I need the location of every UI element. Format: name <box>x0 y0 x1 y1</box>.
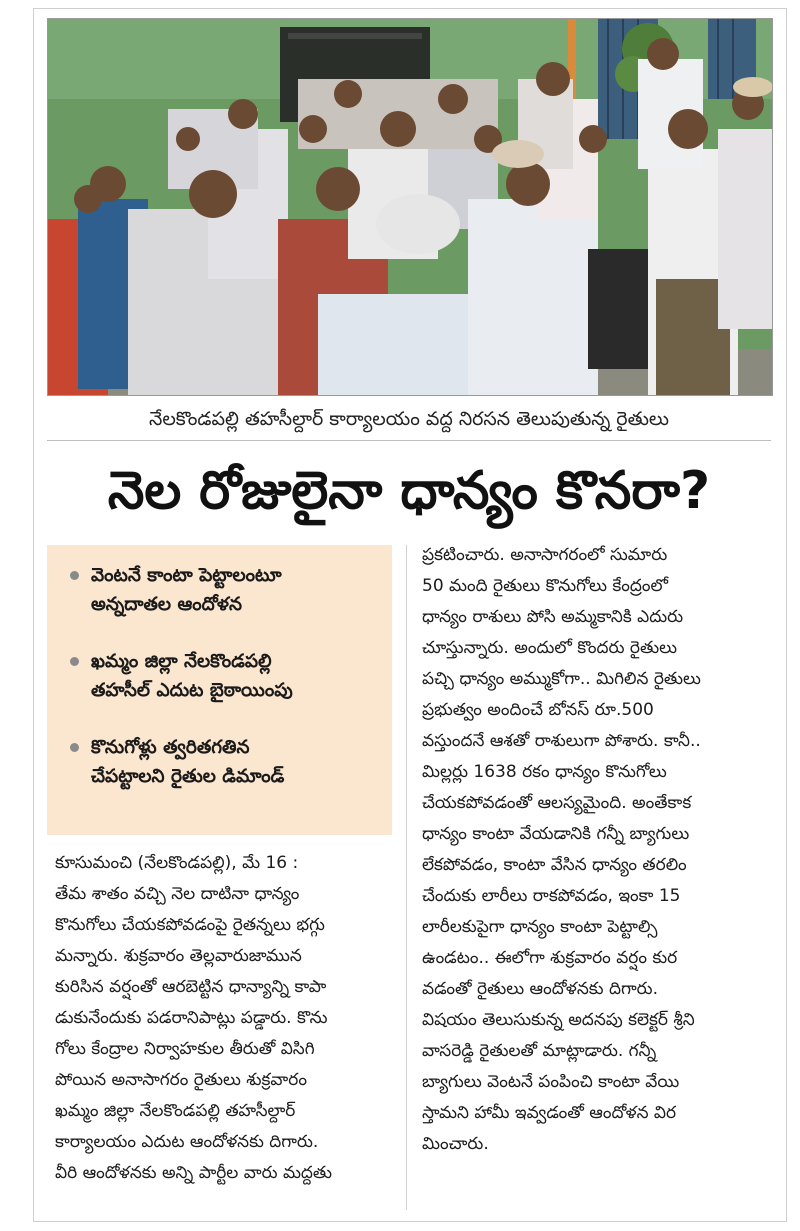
body-column-right <box>422 540 774 1160</box>
bullet-icon <box>70 657 79 666</box>
body-line: పోయిన అనాసాగరం రైతులు శుక్రవారం <box>55 1070 307 1090</box>
body-line: విషయం తెలుసుకున్న అదనపు కలెక్టర్ శ్రీని <box>422 1010 695 1030</box>
body-line: తేమ శాతం వచ్చి నెల దాటినా ధాన్యం <box>55 884 300 904</box>
body-line: వాసరెడ్డి రైతులతో మాట్లాడారు. గన్నీ <box>422 1041 657 1061</box>
body-line: వడంతో రైతులు ఆందోళనకు దిగారు. <box>422 979 658 999</box>
highlight-line: కొనుగోళ్లు త్వరితగతిన <box>91 737 250 758</box>
body-line: ప్రకటించారు. అనాసాగరంలో సుమారు <box>422 545 668 565</box>
highlight-line: ఖమ్మం జిల్లా నేలకొండపల్లి <box>91 651 272 672</box>
body-line: చూస్తున్నారు. అందులో కొందరు రైతులు <box>422 638 678 658</box>
body-line: బ్యాగులు వెంటనే పంపించి కాంటా వేయి <box>422 1072 680 1092</box>
body-line: మన్నారు. శుక్రవారం తెల్లవారుజామున <box>55 946 302 966</box>
body-line: ధాన్యం రాశులు పోసి అమ్మకానికి ఎదురు <box>422 607 684 627</box>
highlights-box <box>47 545 392 835</box>
column-divider <box>406 545 407 1210</box>
body-line: స్తామని హామీ ఇవ్వడంతో ఆందోళన విర <box>422 1103 677 1123</box>
body-line: పచ్చి ధాన్యం అమ్ముకోగా.. మిగిలిన రైతులు <box>422 669 701 689</box>
highlight-item <box>57 647 382 705</box>
highlight-item <box>57 733 382 791</box>
protest-photo <box>47 18 773 396</box>
body-line: ప్రభుత్వం అందించే బోనస్ రూ.500 <box>422 700 654 720</box>
highlight-line: చేపట్టాలని రైతుల డిమాండ్ <box>91 766 285 787</box>
body-line: ధాన్యం కాంటా వేయడానికి గన్నీ బ్యాగులు <box>422 824 690 844</box>
body-line: కురిసిన వర్షంతో ఆరబెట్టిన ధాన్యాన్ని కాపా <box>55 977 327 997</box>
body-line: వస్తుందనే ఆశతో రాశులుగా పోశారు. కానీ.. <box>422 731 701 751</box>
body-line: మిల్లర్లు 1638 రకం ధాన్యం కొనుగోలు <box>422 762 667 782</box>
photo-caption: నేలకొండపల్లి తహసీల్దార్ కార్యాలయం వద్ద నిరసన తెలుపుతున్న రైతులు <box>47 398 771 441</box>
headline: నెల రోజులైనా ధాన్యం కొనరా? <box>107 461 711 521</box>
bullet-icon <box>70 571 79 580</box>
bullet-icon <box>70 743 79 752</box>
body-column-left <box>55 848 395 1189</box>
highlight-line: తహసీల్ ఎదుట బైఠాయింపు <box>91 680 293 701</box>
highlight-line: వెంటనే కాంటా పెట్టాలంటూ <box>91 565 282 586</box>
body-line: కొనుగోలు చేయకపోవడంపై రైతన్నలు భగ్గు <box>55 915 325 935</box>
body-line: 50 మంది రైతులు కొనుగోలు కేంద్రంలో <box>422 576 668 596</box>
body-line: కూసుమంచి (నేలకొండపల్లి), మే 16 : <box>55 853 299 873</box>
body-line: వీరి ఆందోళనకు అన్ని పార్టీల వారు మద్దతు <box>55 1163 333 1183</box>
highlight-line: అన్నదాతల ఆందోళన <box>91 594 242 615</box>
body-line: చేందుకు లారీలు రాకపోవడం, ఇంకా 15 <box>422 886 681 906</box>
body-line: గోలు కేంద్రాల నిర్వాహకుల తీరుతో విసిగి <box>55 1039 315 1059</box>
body-line: లారీలకుపైగా ధాన్యం కాంటా పెట్టాల్సి <box>422 917 658 937</box>
body-line: ఉండటం.. ఈలోగా శుక్రవారం వర్షం కుర <box>422 948 678 968</box>
body-line: లేకపోవడం, కాంటా వేసిన ధాన్యం తరలిం <box>422 855 687 875</box>
body-line: మించారు. <box>422 1134 489 1154</box>
body-line: చేయకపోవడంతో ఆలస్యమైంది. అంతేకాక <box>422 793 692 813</box>
body-line: ఖమ్మం జిల్లా నేలకొండపల్లి తహసీల్దార్ <box>55 1101 296 1121</box>
body-line: కార్యాలయం ఎదుట ఆందోళనకు దిగారు. <box>55 1132 319 1152</box>
body-line: డుకునేందుకు పడరానిపాట్లు పడ్డారు. కొను <box>55 1008 328 1028</box>
highlight-item <box>57 561 382 619</box>
